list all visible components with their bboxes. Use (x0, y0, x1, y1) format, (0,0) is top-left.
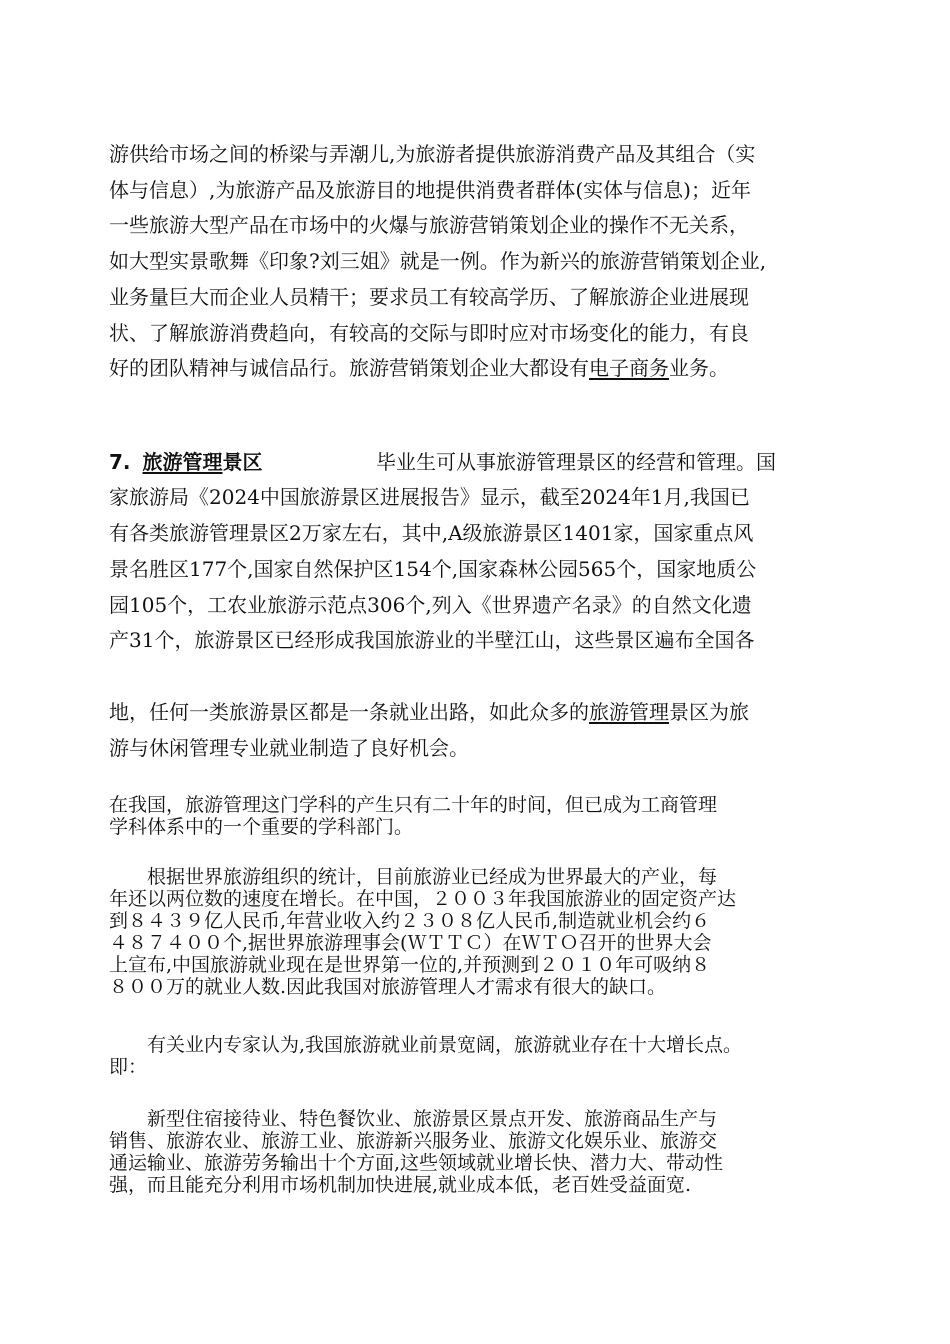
text-line: 即： (109, 1056, 148, 1078)
text-fragment: 地，任何一类旅游景区都是一条就业出路，如此众多的 (109, 700, 589, 724)
section-7-heading-line (109, 449, 263, 475)
text-line: 毕业生可从事旅游管理景区的经营和管理。国 (376, 450, 776, 474)
text-line: 有各类旅游管理景区2万家左右，其中,A级旅游景区1401家，国家重点风 (109, 521, 754, 545)
text-fragment: 好的团队精神与诚信品行。旅游营销策划企业大都设有 (109, 356, 589, 380)
text-line (109, 699, 749, 725)
text-line: 强，而且能充分利用市场机制加快进展,就业成本低，老百姓受益面宽. (109, 1174, 692, 1196)
text-line: 通运输业、旅游劳务输出十个方面,这些领域就业增长快、潜力大、带动性 (109, 1152, 724, 1174)
text-line: 到８４３９亿人民币,年营业收入约２３０８亿人民币,制造就业机会约６ (109, 910, 711, 932)
text-line: 景名胜区177个,国家自然保护区154个,国家森林公园565个，国家地质公 (109, 557, 757, 581)
text-line: ４８７４００个,据世界旅游理事会(ＷＴＴＣ）在ＷＴＯ召开的世界大会 (109, 932, 712, 954)
text-line: 如大型实景歌舞《印象?刘三姐》就是一例。作为新兴的旅游营销策划企业, (109, 249, 767, 273)
text-line: 业务量巨大而企业人员精干；要求员工有较高学历、了解旅游企业进展现 (109, 285, 749, 309)
text-fragment: 业务。 (669, 356, 729, 380)
text-line: 有关业内专家认为,我国旅游就业前景宽阔，旅游就业存在十大增长点。 (109, 1034, 743, 1056)
text-line: 上宣布,中国旅游就业现在是世界第一位的,并预测到２０１０年可吸纳８ (109, 954, 711, 976)
text-line: 游供给市场之间的桥梁与弄潮儿,为旅游者提供旅游消费产品及其组合（实 (109, 142, 756, 166)
text-line: 年还以两位数的速度在增长。在中国，２００３年我国旅游业的固定资产达 (109, 888, 737, 910)
text-line (109, 355, 729, 381)
text-line: 新型住宿接待业、特色餐饮业、旅游景区景点开发、旅游商品生产与 (109, 1108, 718, 1130)
section-title: 景区 (222, 450, 263, 474)
text-line: ８００万的就业人数.因此我国对旅游管理人才需求有很大的缺口。 (109, 976, 667, 998)
text-fragment: 景区为旅 (669, 700, 749, 724)
text-line: 状、了解旅游消费趋向，有较高的交际与即时应对市场变化的能力，有良 (109, 321, 749, 345)
text-line: 产31个，旅游景区已经形成我国旅游业的半壁江山，这些景区遍布全国各 (109, 628, 755, 652)
text-line: 根据世界旅游组织的统计，目前旅游业已经成为世界最大的产业，每 (109, 866, 718, 888)
text-line: 体与信息）,为旅游产品及旅游目的地提供消费者群体(实体与信息)；近年 (109, 178, 751, 202)
text-line: 一些旅游大型产品在市场中的火爆与旅游营销策划企业的操作不无关系， (109, 213, 749, 237)
text-line: 销售、旅游农业、旅游工业、旅游新兴服务业、旅游文化娱乐业、旅游交 (109, 1130, 718, 1152)
tourism-management-link[interactable]: 旅游管理 (142, 450, 223, 474)
ecommerce-link[interactable]: 电子商务 (589, 356, 669, 380)
text-line: 园105个，工农业旅游示范点306个,列入《世界遗产名录》的自然文化遗 (109, 593, 752, 617)
text-line: 学科体系中的一个重要的学科部门。 (109, 816, 414, 838)
text-line: 家旅游局《2024中国旅游景区进展报告》显示，截至2024年1月,我国已 (109, 485, 750, 509)
section-number: 7. (109, 450, 131, 474)
text-line: 在我国，旅游管理这门学科的产生只有二十年的时间，但已成为工商管理 (109, 794, 718, 816)
tourism-management-link[interactable]: 旅游管理 (589, 700, 669, 724)
text-line: 游与休闲管理专业就业制造了良好机会。 (109, 736, 469, 760)
